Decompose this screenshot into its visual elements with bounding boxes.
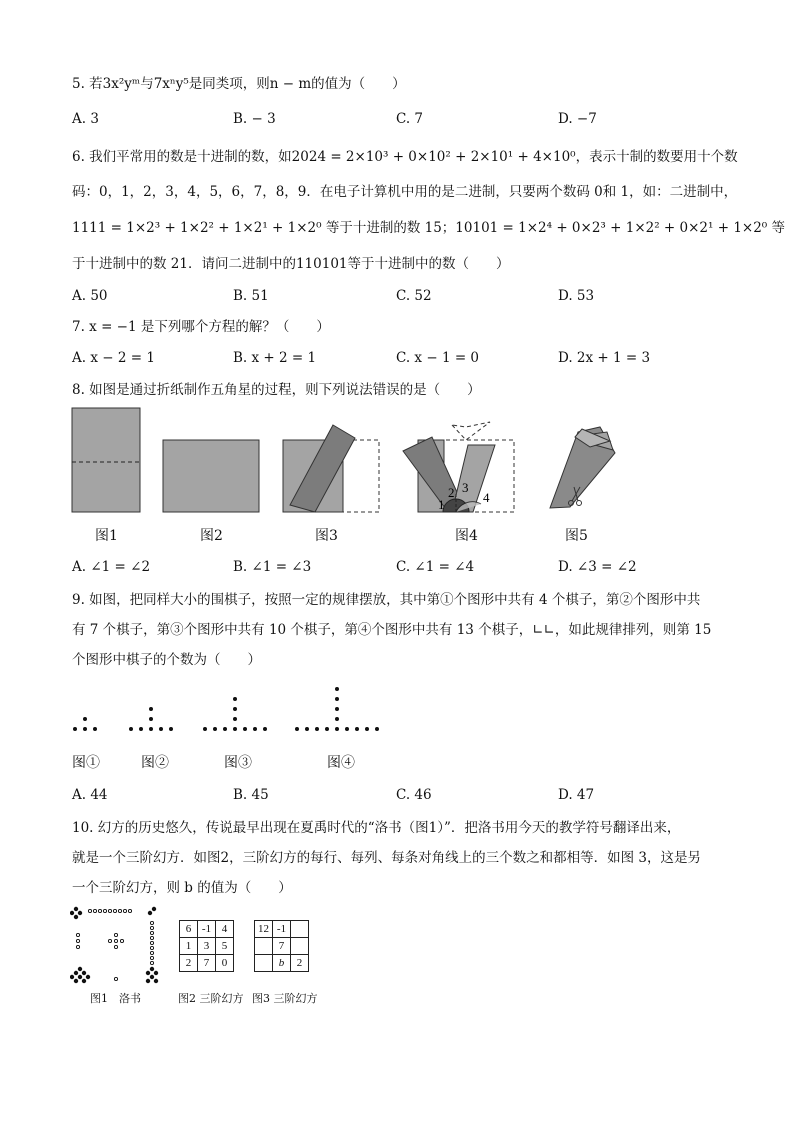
q5-option-c: C. 7: [396, 111, 424, 127]
q8-stem: 8. 如图是通过折纸制作五角星的过程，则下列说法错误的是（ ）: [72, 382, 481, 398]
ms2-cell: 2: [180, 955, 198, 972]
luoshu-diagram: [70, 905, 165, 987]
q8-option-c: C. ∠1 = ∠4: [396, 559, 475, 575]
q6-option-c: C. 52: [396, 288, 432, 304]
q9-option-a: A. 44: [72, 787, 108, 803]
ms3-cell: 7: [273, 938, 291, 955]
q7-option-c: C. x − 1 = 0: [396, 350, 480, 366]
q6-option-a: A. 50: [72, 288, 108, 304]
pattern-2-caption: 图②: [141, 755, 169, 771]
ms3-cell: b: [273, 955, 291, 972]
ms3-cell: [255, 955, 273, 972]
q5-option-b: B. − 3: [233, 111, 276, 127]
q9-line-3: 个图形中棋子的个数为（ ）: [72, 652, 261, 668]
pattern-3: [203, 697, 267, 731]
ms2-cell: 6: [180, 921, 198, 938]
pattern-1: [73, 717, 97, 731]
ms3-cell: -1: [273, 921, 291, 938]
luoshu-black-dots: [70, 907, 158, 983]
q7-option-b: B. x + 2 = 1: [233, 350, 317, 366]
pattern-4: [295, 687, 379, 731]
fig4-paper: [403, 422, 514, 512]
fig3-paper: [283, 425, 379, 512]
ms2-cell: 5: [216, 938, 234, 955]
ms2-cell: -1: [198, 921, 216, 938]
q10-line-1: 10. 幻方的历史悠久，传说最早出现在夏禹时代的“洛书（图1）”．把洛书用今天的教学符号翻译出来，: [72, 820, 681, 836]
fig1-paper: [72, 408, 140, 512]
ms3-cell: 2: [291, 955, 309, 972]
pattern-3-caption: 图③: [224, 755, 252, 771]
q8-option-b: B. ∠1 = ∠3: [233, 559, 312, 575]
fig4-caption: 图4: [455, 528, 478, 544]
ms2-cell: 4: [216, 921, 234, 938]
q5-option-d: D. −7: [558, 111, 597, 127]
ms3-cell: [255, 938, 273, 955]
q10-line-3: 一个三阶幻方，则 b 的值为（ ）: [72, 880, 292, 896]
q8-option-a: A. ∠1 = ∠2: [72, 559, 151, 575]
magic-square-fig3: [254, 920, 309, 972]
q6-line-2: 码：0，1，2，3，4，5，6，7，8，9．在电子计算机中用的是二进制，只要两个数码 0和 1，如：二进制中，: [72, 184, 738, 200]
q6-line-4: 于十进制中的数 21．请问二进制中的110101等于十进制中的数（ ）: [72, 256, 510, 272]
pattern-1-caption: 图①: [72, 755, 100, 771]
q7-stem: 7. x = −1 是下列哪个方程的解？（ ）: [72, 319, 330, 335]
q6-option-b: B. 51: [233, 288, 269, 304]
q9-line-1: 9. 如图，把同样大小的围棋子，按照一定的规律摆放，其中第①个图形中共有 4 个棋子，第②个图形中共: [72, 592, 701, 608]
ms3-cell: [291, 921, 309, 938]
angle-label-1: 1: [438, 497, 445, 512]
q7-option-a: A. x − 2 = 1: [72, 350, 155, 366]
magic-square-fig2-caption: 图2 三阶幻方: [178, 992, 244, 1005]
fig1-caption: 图1: [95, 528, 118, 544]
q9-option-d: D. 47: [558, 787, 595, 803]
fig3-caption: 图3: [315, 528, 338, 544]
pattern-4-caption: 图④: [327, 755, 355, 771]
ms2-cell: 0: [216, 955, 234, 972]
q9-option-b: B. 45: [233, 787, 269, 803]
ms2-cell: 3: [198, 938, 216, 955]
q7-option-d: D. 2x + 1 = 3: [558, 350, 651, 366]
fig2-paper: [163, 440, 259, 512]
angle-label-4: 4: [483, 490, 490, 505]
q10-line-2: 就是一个三阶幻方．如图2，三阶幻方的每行、每列、每条对角线上的三个数之和都相等．如图 3，这是另: [72, 850, 701, 866]
luoshu-caption: 图1 洛书: [90, 992, 141, 1005]
q6-option-d: D. 53: [558, 288, 595, 304]
pattern-2: [129, 707, 173, 731]
q9-option-c: C. 46: [396, 787, 432, 803]
go-stone-patterns: [65, 675, 405, 750]
origami-star-figures: [70, 405, 630, 520]
magic-square-fig3-caption: 图3 三阶幻方: [252, 992, 318, 1005]
fig5-paper: [550, 427, 615, 508]
ms3-cell: [291, 938, 309, 955]
q5-stem: 5. 若3x²yᵐ与7xⁿy⁵是同类项，则n − m的值为（ ）: [72, 76, 406, 92]
ms2-cell: 1: [180, 938, 198, 955]
q6-line-1: 6. 我们平常用的数是十进制的数，如2024 = 2×10³ + 0×10² + 2×10¹ + 4×10⁰，表示十制的数要用十个数: [72, 149, 738, 165]
fig2-caption: 图2: [200, 528, 223, 544]
q8-option-d: D. ∠3 = ∠2: [558, 559, 637, 575]
fig5-caption: 图5: [565, 528, 588, 544]
angle-label-2: 2: [448, 485, 455, 500]
magic-square-fig2: [179, 920, 234, 972]
q9-line-2: 有 7 个棋子，第③个图形中共有 10 个棋子，第④个图形中共有 13 个棋子，∟∟，如此规律排列，则第 15: [72, 622, 712, 638]
q5-option-a: A. 3: [72, 111, 99, 127]
angle-label-3: 3: [462, 480, 469, 495]
luoshu-white-dots: [76, 909, 153, 980]
q6-line-3: 1111 = 1×2³ + 1×2² + 1×2¹ + 1×2⁰ 等于十进制的数 15；10101 = 1×2⁴ + 0×2³ + 1×2² + 0×2¹ + 1×2⁰ 等: [72, 220, 786, 236]
ms3-cell: 12: [255, 921, 273, 938]
ms2-cell: 7: [198, 955, 216, 972]
